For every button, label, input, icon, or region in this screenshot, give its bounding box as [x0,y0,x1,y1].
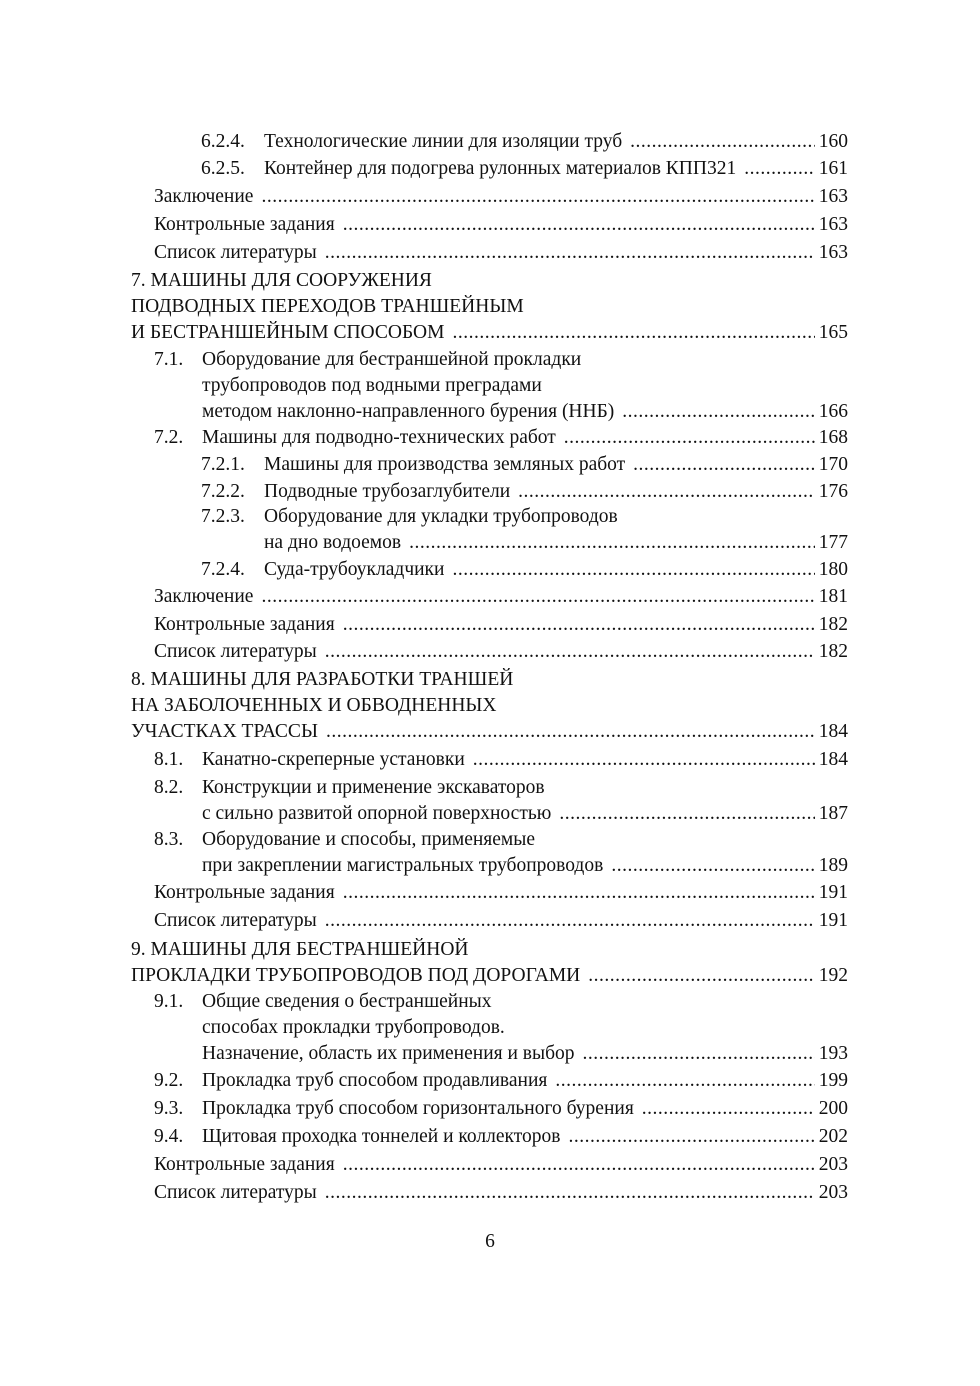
toc-entry-last-line [202,801,848,827]
toc-leader-dots [261,584,814,610]
toc-page-number: 163 [818,186,848,207]
toc-entry-number: 6.2.5. [201,158,245,179]
toc-leader-dots [409,530,815,556]
toc-leader-dots [325,639,815,665]
toc-entry-title-line: Контрольные задания [154,1154,335,1175]
toc-leader-dots [633,452,815,478]
toc-entry-title-line: Щитовая проходка тоннелей и коллекторов [202,1126,561,1147]
toc-leader-dots [564,425,815,451]
toc-entry[interactable] [154,212,848,238]
toc-leader-dots [630,129,815,155]
toc-page-number: 187 [818,803,848,824]
toc-entry-title-line: Подводные трубозаглубители [264,481,511,502]
toc-page-number: 180 [818,559,848,580]
toc-entry-last-line [154,240,848,266]
toc-entry[interactable] [154,240,848,266]
toc-entry[interactable] [154,1124,848,1150]
toc-page-number: 184 [818,749,848,770]
toc-entry-title-line: Список литературы [154,242,317,263]
toc-entry-title-line: способах прокладки трубопроводов. [202,1017,505,1038]
toc-entry-number: 7.2.2. [201,481,245,502]
toc-entry[interactable] [201,504,848,556]
toc-entry-title-line: Оборудование для бестраншейной прокладки [202,349,582,370]
toc-page-number: 176 [818,481,848,502]
toc-page-number: 191 [818,882,848,903]
toc-entry-last-line [154,584,848,610]
toc-entry[interactable] [201,129,848,155]
toc-entry-title-line: Машины для производства земляных работ [264,454,626,475]
toc-entry-title-line: методом наклонно-направленного бурения (ННБ) [202,401,615,422]
toc-entry-last-line [154,212,848,238]
toc-entry-title-line: Список литературы [154,1182,317,1203]
toc-entry[interactable] [154,425,848,451]
toc-leader-dots [622,399,814,425]
toc-entry[interactable] [154,747,848,773]
toc-entry[interactable] [131,268,848,346]
toc-entry[interactable] [154,1068,848,1094]
toc-page-number: 184 [818,721,848,742]
toc-entry-title-line: с сильно развитой опорной поверхностью [202,803,552,824]
toc-entry[interactable] [154,880,848,906]
toc-entry-title-line: Заключение [154,186,254,207]
toc-entry-last-line [154,1180,848,1206]
toc-leader-dots [452,557,814,583]
toc-entry-last-line [154,880,848,906]
toc-entry-title-line: 7. МАШИНЫ ДЛЯ СООРУЖЕНИЯ [131,270,432,291]
toc-entry-title-line: Канатно-скреперные установки [202,749,465,770]
toc-page-number: 203 [818,1154,848,1175]
toc-entry-number: 9.3. [154,1098,184,1119]
toc-entry-title-line: Контрольные задания [154,882,335,903]
toc-entry-number: 8.3. [154,829,184,850]
toc-page-number: 193 [818,1043,848,1064]
toc-entry[interactable] [201,156,848,182]
toc-leader-dots [325,1180,815,1206]
toc-entry-title-line: 9. МАШИНЫ ДЛЯ БЕСТРАНШЕЙНОЙ [131,939,469,960]
toc-page-number: 177 [818,532,848,553]
toc-page-number: 182 [818,614,848,635]
toc-entry[interactable] [131,667,848,745]
toc-entry-title-line: Список литературы [154,641,317,662]
toc-entry-number: 7.2. [154,427,184,448]
toc-entry-title-line: Назначение, область их применения и выбор [202,1043,575,1064]
toc-leader-dots [326,719,815,745]
toc-page-number: 189 [818,855,848,876]
toc-entry-title-line: УЧАСТКАХ ТРАССЫ [131,721,318,742]
toc-entry-last-line [202,1068,848,1094]
toc-entry-number: 9.2. [154,1070,184,1091]
toc-page-number: 192 [818,965,848,986]
toc-entry-last-line [202,425,848,451]
toc-page-number: 161 [818,158,848,179]
toc-entry-number: 7.2.4. [201,559,245,580]
toc-entry-title-line: Оборудование для укладки трубопроводов [264,506,618,527]
toc-leader-dots [559,801,814,827]
toc-entry[interactable] [131,937,848,989]
toc-leader-dots [518,479,815,505]
toc-entry-last-line [131,963,848,989]
toc-entry-last-line [264,479,848,505]
toc-entry-last-line [131,719,848,745]
toc-entry-title-line: Список литературы [154,910,317,931]
toc-leader-dots [555,1068,814,1094]
toc-page-number: 160 [818,131,848,152]
toc-page-number: 182 [818,641,848,662]
toc-page-number: 163 [818,214,848,235]
toc-page-number: 191 [818,910,848,931]
toc-entry-title-line: Общие сведения о бестраншейных [202,991,492,1012]
toc-entry-title-line: ПРОКЛАДКИ ТРУБОПРОВОДОВ ПОД ДОРОГАМИ [131,965,581,986]
toc-entry-last-line [202,747,848,773]
toc-entry-last-line [264,129,848,155]
toc-entry-last-line [202,1096,848,1122]
toc-entry[interactable] [154,989,848,1067]
toc-entry-title-line: Суда-трубоукладчики [264,559,445,580]
toc-entry-number: 9.1. [154,991,184,1012]
toc-page-number: 202 [818,1126,848,1147]
toc-entry[interactable] [154,347,848,425]
toc-leader-dots [473,747,815,773]
toc-entry[interactable] [154,775,848,827]
toc-entry-last-line [154,184,848,210]
toc-entry-title-line: НА ЗАБОЛОЧЕННЫХ И ОБВОДНЕННЫХ [131,695,497,716]
toc-entry-title-line: Прокладка труб способом горизонтального бурения [202,1098,634,1119]
toc-page-number: 200 [818,1098,848,1119]
toc-entry-last-line [154,1152,848,1178]
toc-entry-last-line [264,530,848,556]
toc-entry-title-line: Контрольные задания [154,214,335,235]
toc-entry-title-line: И БЕСТРАНШЕЙНЫМ СПОСОБОМ [131,322,445,343]
toc-entry-title-line: Контейнер для подогрева рулонных материалов КПП321 [264,158,737,179]
toc-leader-dots [325,240,815,266]
toc-entry-last-line [131,320,848,346]
toc-entry[interactable] [201,452,848,478]
toc-entry-last-line [264,156,848,182]
toc-entry-title-line: при закреплении магистральных трубопроводов [202,855,604,876]
toc-entry[interactable] [154,908,848,934]
toc-leader-dots [611,853,814,879]
toc-entry[interactable] [154,584,848,610]
toc-entry-title-line: ПОДВОДНЫХ ПЕРЕХОДОВ ТРАНШЕЙНЫМ [131,296,524,317]
toc-entry[interactable] [154,612,848,638]
toc-entry-title-line: Заключение [154,586,254,607]
toc-leader-dots [583,1041,815,1067]
toc-entry-number: 9.4. [154,1126,184,1147]
toc-leader-dots [588,963,814,989]
toc-entry-title-line: Машины для подводно-технических работ [202,427,556,448]
toc-entry-last-line [264,452,848,478]
toc-page-number: 181 [818,586,848,607]
toc-leader-dots [642,1096,815,1122]
toc-leader-dots [261,184,814,210]
toc-page-number: 166 [818,401,848,422]
toc-page-number: 203 [818,1182,848,1203]
toc-leader-dots [568,1124,814,1150]
toc-entry[interactable] [154,639,848,665]
page-number: 6 [485,1231,495,1252]
toc-leader-dots [343,1152,815,1178]
toc-leader-dots [452,320,814,346]
toc-entry-number: 8.1. [154,749,184,770]
toc-entry[interactable] [201,557,848,583]
toc-entry-title-line: 8. МАШИНЫ ДЛЯ РАЗРАБОТКИ ТРАНШЕЙ [131,669,514,690]
toc-entry-last-line [264,557,848,583]
toc-entry[interactable] [154,1180,848,1206]
toc-entry[interactable] [154,827,848,879]
toc-entry-title-line: Контрольные задания [154,614,335,635]
toc-entry-last-line [202,1041,848,1067]
toc-entry-last-line [202,399,848,425]
toc-page-number: 163 [818,242,848,263]
toc-entry-number: 8.2. [154,777,184,798]
toc-leader-dots [343,612,815,638]
toc-entry-last-line [154,908,848,934]
toc-entry-title-line: трубопроводов под водными преградами [202,375,542,396]
toc-entry-number: 7.2.3. [201,506,245,527]
toc-entry-title-line: на дно водоемов [264,532,402,553]
toc-entry[interactable] [154,1096,848,1122]
toc-entry[interactable] [154,1152,848,1178]
toc-entry-number: 6.2.4. [201,131,245,152]
toc-leader-dots [343,212,815,238]
toc-entry-last-line [202,853,848,879]
toc-page-number: 170 [818,454,848,475]
toc-entry-title-line: Конструкции и применение экскаваторов [202,777,545,798]
toc-entry-last-line [154,639,848,665]
toc-entry[interactable] [154,184,848,210]
toc-entry-title-line: Технологические линии для изоляции труб [264,131,623,152]
toc-leader-dots [744,156,815,182]
toc-entry-last-line [154,612,848,638]
toc-entry[interactable] [201,479,848,505]
toc-page-number: 165 [818,322,848,343]
toc-page-number: 168 [818,427,848,448]
toc-leader-dots [343,880,815,906]
toc-entry-title-line: Прокладка труб способом продавливания [202,1070,548,1091]
toc-entry-title-line: Оборудование и способы, применяемые [202,829,536,850]
toc-leader-dots [325,908,815,934]
toc-entry-last-line [202,1124,848,1150]
toc-entry-number: 7.1. [154,349,184,370]
toc-page-number: 199 [818,1070,848,1091]
toc-entry-number: 7.2.1. [201,454,245,475]
